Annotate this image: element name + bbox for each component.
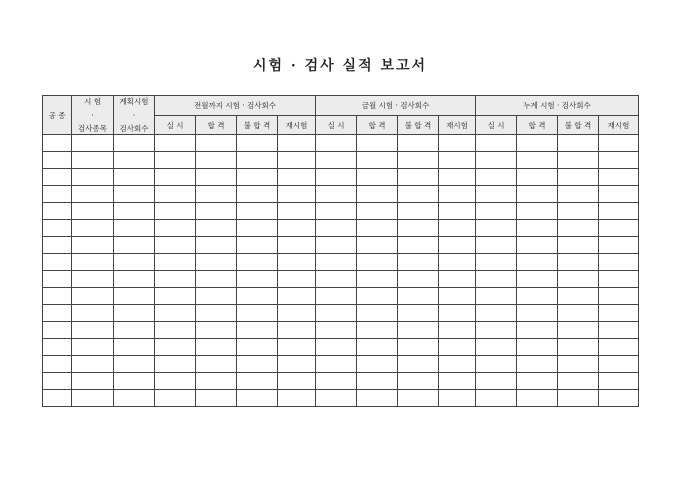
- table-cell[interactable]: [237, 271, 278, 288]
- table-cell[interactable]: [357, 152, 398, 169]
- table-cell[interactable]: [72, 237, 114, 254]
- table-cell[interactable]: [114, 288, 155, 305]
- table-cell[interactable]: [155, 305, 196, 322]
- table-cell[interactable]: [398, 271, 439, 288]
- table-cell[interactable]: [278, 356, 316, 373]
- table-cell[interactable]: [517, 169, 558, 186]
- table-cell[interactable]: [72, 186, 114, 203]
- table-cell[interactable]: [517, 339, 558, 356]
- table-cell[interactable]: [558, 220, 599, 237]
- table-cell[interactable]: [558, 237, 599, 254]
- table-cell[interactable]: [72, 373, 114, 390]
- table-cell[interactable]: [517, 237, 558, 254]
- table-cell[interactable]: [357, 169, 398, 186]
- table-cell[interactable]: [558, 169, 599, 186]
- header-test-item-line2: ·: [91, 110, 94, 120]
- table-cell[interactable]: [316, 305, 357, 322]
- table-cell[interactable]: [558, 305, 599, 322]
- table-cell[interactable]: [517, 271, 558, 288]
- table-cell[interactable]: [72, 135, 114, 152]
- table-cell[interactable]: [439, 152, 476, 169]
- table-cell[interactable]: [43, 322, 72, 339]
- table-cell[interactable]: [316, 373, 357, 390]
- table-cell[interactable]: [237, 356, 278, 373]
- table-cell[interactable]: [439, 373, 476, 390]
- table-cell[interactable]: [316, 254, 357, 271]
- table-cell[interactable]: [155, 254, 196, 271]
- table-cell[interactable]: [558, 135, 599, 152]
- table-cell[interactable]: [43, 135, 72, 152]
- table-cell[interactable]: [476, 135, 517, 152]
- table-cell[interactable]: [278, 339, 316, 356]
- table-cell[interactable]: [476, 203, 517, 220]
- table-cell[interactable]: [278, 220, 316, 237]
- table-cell[interactable]: [316, 322, 357, 339]
- table-cell[interactable]: [237, 288, 278, 305]
- table-cell[interactable]: [72, 322, 114, 339]
- table-cell[interactable]: [72, 254, 114, 271]
- table-cell[interactable]: [357, 271, 398, 288]
- table-cell[interactable]: [599, 305, 639, 322]
- table-cell[interactable]: [43, 356, 72, 373]
- table-cell[interactable]: [316, 220, 357, 237]
- table-cell[interactable]: [196, 237, 237, 254]
- subheader-g3-2: 합 격: [517, 116, 558, 135]
- table-cell[interactable]: [278, 271, 316, 288]
- table-cell[interactable]: [476, 305, 517, 322]
- report-table: [42, 95, 639, 407]
- table-cell[interactable]: [278, 390, 316, 407]
- table-row: [43, 152, 639, 169]
- table-cell[interactable]: [517, 356, 558, 373]
- table-cell[interactable]: [517, 322, 558, 339]
- table-row: [43, 305, 639, 322]
- table-cell[interactable]: [196, 254, 237, 271]
- table-cell[interactable]: [237, 152, 278, 169]
- table-cell[interactable]: [599, 220, 639, 237]
- table-cell[interactable]: [196, 305, 237, 322]
- table-cell[interactable]: [237, 203, 278, 220]
- table-cell[interactable]: [196, 373, 237, 390]
- table-cell[interactable]: [476, 339, 517, 356]
- header-plan-line1: 계획시험: [119, 97, 149, 106]
- table-cell[interactable]: [43, 152, 72, 169]
- table-cell[interactable]: [476, 322, 517, 339]
- table-cell[interactable]: [476, 169, 517, 186]
- table-cell[interactable]: [599, 288, 639, 305]
- table-cell[interactable]: [476, 237, 517, 254]
- table-cell[interactable]: [72, 356, 114, 373]
- table-cell[interactable]: [517, 203, 558, 220]
- subheader-g2-2: 합 격: [357, 116, 398, 135]
- table-row: [43, 373, 639, 390]
- table-cell[interactable]: [599, 322, 639, 339]
- table-cell[interactable]: [43, 186, 72, 203]
- table-cell[interactable]: [357, 135, 398, 152]
- table-cell[interactable]: [155, 220, 196, 237]
- table-cell[interactable]: [357, 322, 398, 339]
- table-cell[interactable]: [43, 339, 72, 356]
- table-cell[interactable]: [357, 356, 398, 373]
- header-test-item: [72, 96, 114, 135]
- table-cell[interactable]: [43, 203, 72, 220]
- table-cell[interactable]: [476, 186, 517, 203]
- table-cell[interactable]: [357, 373, 398, 390]
- table-cell[interactable]: [558, 322, 599, 339]
- table-cell[interactable]: [278, 305, 316, 322]
- table-cell[interactable]: [357, 305, 398, 322]
- subheader-g2-3: 불 합 격: [398, 116, 439, 135]
- table-cell[interactable]: [72, 152, 114, 169]
- table-cell[interactable]: [196, 169, 237, 186]
- table-cell[interactable]: [357, 186, 398, 203]
- table-cell[interactable]: [599, 356, 639, 373]
- subheader-g1-3: 불 합 격: [237, 116, 278, 135]
- table-cell[interactable]: [398, 203, 439, 220]
- table-cell[interactable]: [517, 288, 558, 305]
- table-cell[interactable]: [558, 186, 599, 203]
- table-cell[interactable]: [357, 220, 398, 237]
- table-row: [43, 254, 639, 271]
- table-cell[interactable]: [398, 339, 439, 356]
- table-cell[interactable]: [357, 203, 398, 220]
- table-cell[interactable]: [316, 288, 357, 305]
- table-cell[interactable]: [517, 220, 558, 237]
- table-cell[interactable]: [237, 305, 278, 322]
- table-cell[interactable]: [398, 220, 439, 237]
- table-cell[interactable]: [43, 220, 72, 237]
- table-cell[interactable]: [517, 373, 558, 390]
- table-cell[interactable]: [196, 339, 237, 356]
- table-cell[interactable]: [357, 390, 398, 407]
- table-cell[interactable]: [278, 254, 316, 271]
- table-cell[interactable]: [476, 356, 517, 373]
- table-cell[interactable]: [439, 237, 476, 254]
- table-cell[interactable]: [237, 373, 278, 390]
- table-cell[interactable]: [439, 390, 476, 407]
- table-cell[interactable]: [196, 186, 237, 203]
- table-cell[interactable]: [114, 356, 155, 373]
- header-group-cumulative: 누계 시험 · 검사회수: [476, 96, 639, 116]
- subheader-g2-1: 실 시: [316, 116, 357, 135]
- table-cell[interactable]: [517, 305, 558, 322]
- table-cell[interactable]: [316, 237, 357, 254]
- table-row: [43, 203, 639, 220]
- table-cell[interactable]: [114, 305, 155, 322]
- table-cell[interactable]: [237, 322, 278, 339]
- table-cell[interactable]: [357, 288, 398, 305]
- table-cell[interactable]: [114, 322, 155, 339]
- table-cell[interactable]: [517, 152, 558, 169]
- table-cell[interactable]: [155, 152, 196, 169]
- table-cell[interactable]: [439, 288, 476, 305]
- table-row: [43, 322, 639, 339]
- table-cell[interactable]: [278, 203, 316, 220]
- header-group-previous: 전월까지 시험 · 검사회수: [155, 96, 316, 116]
- table-cell[interactable]: [558, 288, 599, 305]
- subheader-g1-4: 재시험: [278, 116, 316, 135]
- table-cell[interactable]: [558, 203, 599, 220]
- table-cell[interactable]: [517, 390, 558, 407]
- table-row: [43, 356, 639, 373]
- table-cell[interactable]: [155, 356, 196, 373]
- table-cell[interactable]: [196, 271, 237, 288]
- table-row: [43, 220, 639, 237]
- table-cell[interactable]: [114, 271, 155, 288]
- table-cell[interactable]: [155, 322, 196, 339]
- table-cell[interactable]: [237, 390, 278, 407]
- table-cell[interactable]: [398, 237, 439, 254]
- table-cell[interactable]: [476, 254, 517, 271]
- table-cell[interactable]: [278, 135, 316, 152]
- table-cell[interactable]: [114, 220, 155, 237]
- table-cell[interactable]: [398, 356, 439, 373]
- table-cell[interactable]: [517, 186, 558, 203]
- table-cell[interactable]: [155, 203, 196, 220]
- table-cell[interactable]: [599, 203, 639, 220]
- table-cell[interactable]: [237, 237, 278, 254]
- table-cell[interactable]: [599, 237, 639, 254]
- table-cell[interactable]: [439, 271, 476, 288]
- table-cell[interactable]: [398, 152, 439, 169]
- table-cell[interactable]: [517, 254, 558, 271]
- table-cell[interactable]: [155, 169, 196, 186]
- table-cell[interactable]: [155, 288, 196, 305]
- header-plan-line3: 검사회수: [119, 124, 149, 133]
- table-cell[interactable]: [599, 135, 639, 152]
- table-cell[interactable]: [278, 169, 316, 186]
- table-cell[interactable]: [155, 186, 196, 203]
- table-row: [43, 237, 639, 254]
- table-cell[interactable]: [599, 169, 639, 186]
- table-cell[interactable]: [316, 271, 357, 288]
- table-cell[interactable]: [114, 373, 155, 390]
- table-cell[interactable]: [439, 186, 476, 203]
- table-cell[interactable]: [599, 186, 639, 203]
- table-cell[interactable]: [155, 373, 196, 390]
- table-cell[interactable]: [278, 288, 316, 305]
- table-cell[interactable]: [278, 237, 316, 254]
- table-cell[interactable]: [398, 186, 439, 203]
- table-cell[interactable]: [599, 271, 639, 288]
- table-cell[interactable]: [558, 152, 599, 169]
- table-cell[interactable]: [72, 220, 114, 237]
- table-cell[interactable]: [439, 169, 476, 186]
- table-cell[interactable]: [439, 203, 476, 220]
- table-cell[interactable]: [476, 390, 517, 407]
- subheader-g1-2: 합 격: [196, 116, 237, 135]
- table-cell[interactable]: [439, 356, 476, 373]
- table-cell[interactable]: [72, 339, 114, 356]
- header-gongjong: 공 종: [43, 96, 72, 135]
- table-cell[interactable]: [439, 322, 476, 339]
- table-cell[interactable]: [357, 339, 398, 356]
- table-row: [43, 186, 639, 203]
- table-cell[interactable]: [196, 390, 237, 407]
- table-cell[interactable]: [316, 152, 357, 169]
- table-cell[interactable]: [398, 254, 439, 271]
- table-cell[interactable]: [196, 203, 237, 220]
- table-row: [43, 271, 639, 288]
- table-cell[interactable]: [517, 135, 558, 152]
- table-cell[interactable]: [72, 169, 114, 186]
- header-plan-line2: ·: [132, 110, 136, 120]
- table-row: [43, 169, 639, 186]
- table-cell[interactable]: [72, 271, 114, 288]
- table-cell[interactable]: [196, 322, 237, 339]
- table-cell[interactable]: [155, 390, 196, 407]
- table-cell[interactable]: [114, 390, 155, 407]
- table-cell[interactable]: [114, 152, 155, 169]
- table-row: [43, 288, 639, 305]
- header-test-item-line1: 시 험: [84, 97, 101, 106]
- table-cell[interactable]: [558, 254, 599, 271]
- table-cell[interactable]: [43, 169, 72, 186]
- subheader-g3-3: 불 합 격: [558, 116, 599, 135]
- table-cell[interactable]: [237, 339, 278, 356]
- table-cell[interactable]: [237, 186, 278, 203]
- table-cell[interactable]: [43, 390, 72, 407]
- table-cell[interactable]: [398, 169, 439, 186]
- table-cell[interactable]: [43, 254, 72, 271]
- table-cell[interactable]: [398, 135, 439, 152]
- table-row: [43, 135, 639, 152]
- table-cell[interactable]: [476, 220, 517, 237]
- table-cell[interactable]: [558, 339, 599, 356]
- table-cell[interactable]: [316, 186, 357, 203]
- table-cell[interactable]: [155, 135, 196, 152]
- table-cell[interactable]: [43, 288, 72, 305]
- table-cell[interactable]: [316, 135, 357, 152]
- table-cell[interactable]: [72, 203, 114, 220]
- table-cell[interactable]: [558, 390, 599, 407]
- table-cell[interactable]: [316, 169, 357, 186]
- table-cell[interactable]: [357, 237, 398, 254]
- table-cell[interactable]: [72, 288, 114, 305]
- table-cell[interactable]: [357, 254, 398, 271]
- table-cell[interactable]: [114, 135, 155, 152]
- table-cell[interactable]: [439, 305, 476, 322]
- table-cell[interactable]: [439, 220, 476, 237]
- table-cell[interactable]: [476, 271, 517, 288]
- table-cell[interactable]: [237, 254, 278, 271]
- table-cell[interactable]: [398, 390, 439, 407]
- header-test-item-line3: 검사종목: [78, 124, 107, 133]
- table-cell[interactable]: [114, 339, 155, 356]
- table-cell[interactable]: [196, 220, 237, 237]
- table-row: [43, 390, 639, 407]
- table-cell[interactable]: [476, 288, 517, 305]
- table-cell[interactable]: [43, 237, 72, 254]
- table-cell[interactable]: [114, 203, 155, 220]
- table-cell[interactable]: [476, 152, 517, 169]
- table-cell[interactable]: [476, 373, 517, 390]
- table-cell[interactable]: [155, 271, 196, 288]
- table-cell[interactable]: [599, 339, 639, 356]
- table-cell[interactable]: [599, 254, 639, 271]
- table-cell[interactable]: [114, 186, 155, 203]
- table-cell[interactable]: [72, 305, 114, 322]
- table-cell[interactable]: [599, 390, 639, 407]
- table-cell[interactable]: [43, 373, 72, 390]
- table-cell[interactable]: [599, 152, 639, 169]
- table-cell[interactable]: [196, 288, 237, 305]
- table-cell[interactable]: [237, 135, 278, 152]
- subheader-g1-1: 실 시: [155, 116, 196, 135]
- table-cell[interactable]: [196, 152, 237, 169]
- table-cell[interactable]: [439, 254, 476, 271]
- table-cell[interactable]: [398, 373, 439, 390]
- table-cell[interactable]: [316, 356, 357, 373]
- table-cell[interactable]: [398, 322, 439, 339]
- table-cell[interactable]: [316, 339, 357, 356]
- subheader-g3-4: 재시험: [599, 116, 639, 135]
- table-cell[interactable]: [155, 237, 196, 254]
- table-cell[interactable]: [278, 373, 316, 390]
- table-cell[interactable]: [439, 135, 476, 152]
- table-cell[interactable]: [316, 203, 357, 220]
- table-cell[interactable]: [237, 220, 278, 237]
- table-cell[interactable]: [43, 271, 72, 288]
- table-cell[interactable]: [558, 356, 599, 373]
- table-cell[interactable]: [114, 237, 155, 254]
- table-cell[interactable]: [114, 254, 155, 271]
- table-cell[interactable]: [278, 186, 316, 203]
- table-row: [43, 339, 639, 356]
- table-cell[interactable]: [237, 169, 278, 186]
- subheader-g3-1: 실 시: [476, 116, 517, 135]
- table-cell[interactable]: [278, 322, 316, 339]
- table-cell[interactable]: [196, 356, 237, 373]
- header-plan: [114, 96, 155, 135]
- table-cell[interactable]: [599, 373, 639, 390]
- table-cell[interactable]: [278, 152, 316, 169]
- table-cell[interactable]: [316, 390, 357, 407]
- table-cell[interactable]: [558, 271, 599, 288]
- table-cell[interactable]: [114, 169, 155, 186]
- table-cell[interactable]: [558, 373, 599, 390]
- table-cell[interactable]: [398, 305, 439, 322]
- table-cell[interactable]: [439, 339, 476, 356]
- subheader-g2-4: 재시험: [439, 116, 476, 135]
- table-cell[interactable]: [43, 305, 72, 322]
- table-cell[interactable]: [155, 339, 196, 356]
- table-cell[interactable]: [196, 135, 237, 152]
- table-cell[interactable]: [398, 288, 439, 305]
- header-group-current: 금월 시험 · 검사회수: [316, 96, 476, 116]
- report-title: 시험 · 검사 실적 보고서: [252, 58, 428, 74]
- table-cell[interactable]: [72, 390, 114, 407]
